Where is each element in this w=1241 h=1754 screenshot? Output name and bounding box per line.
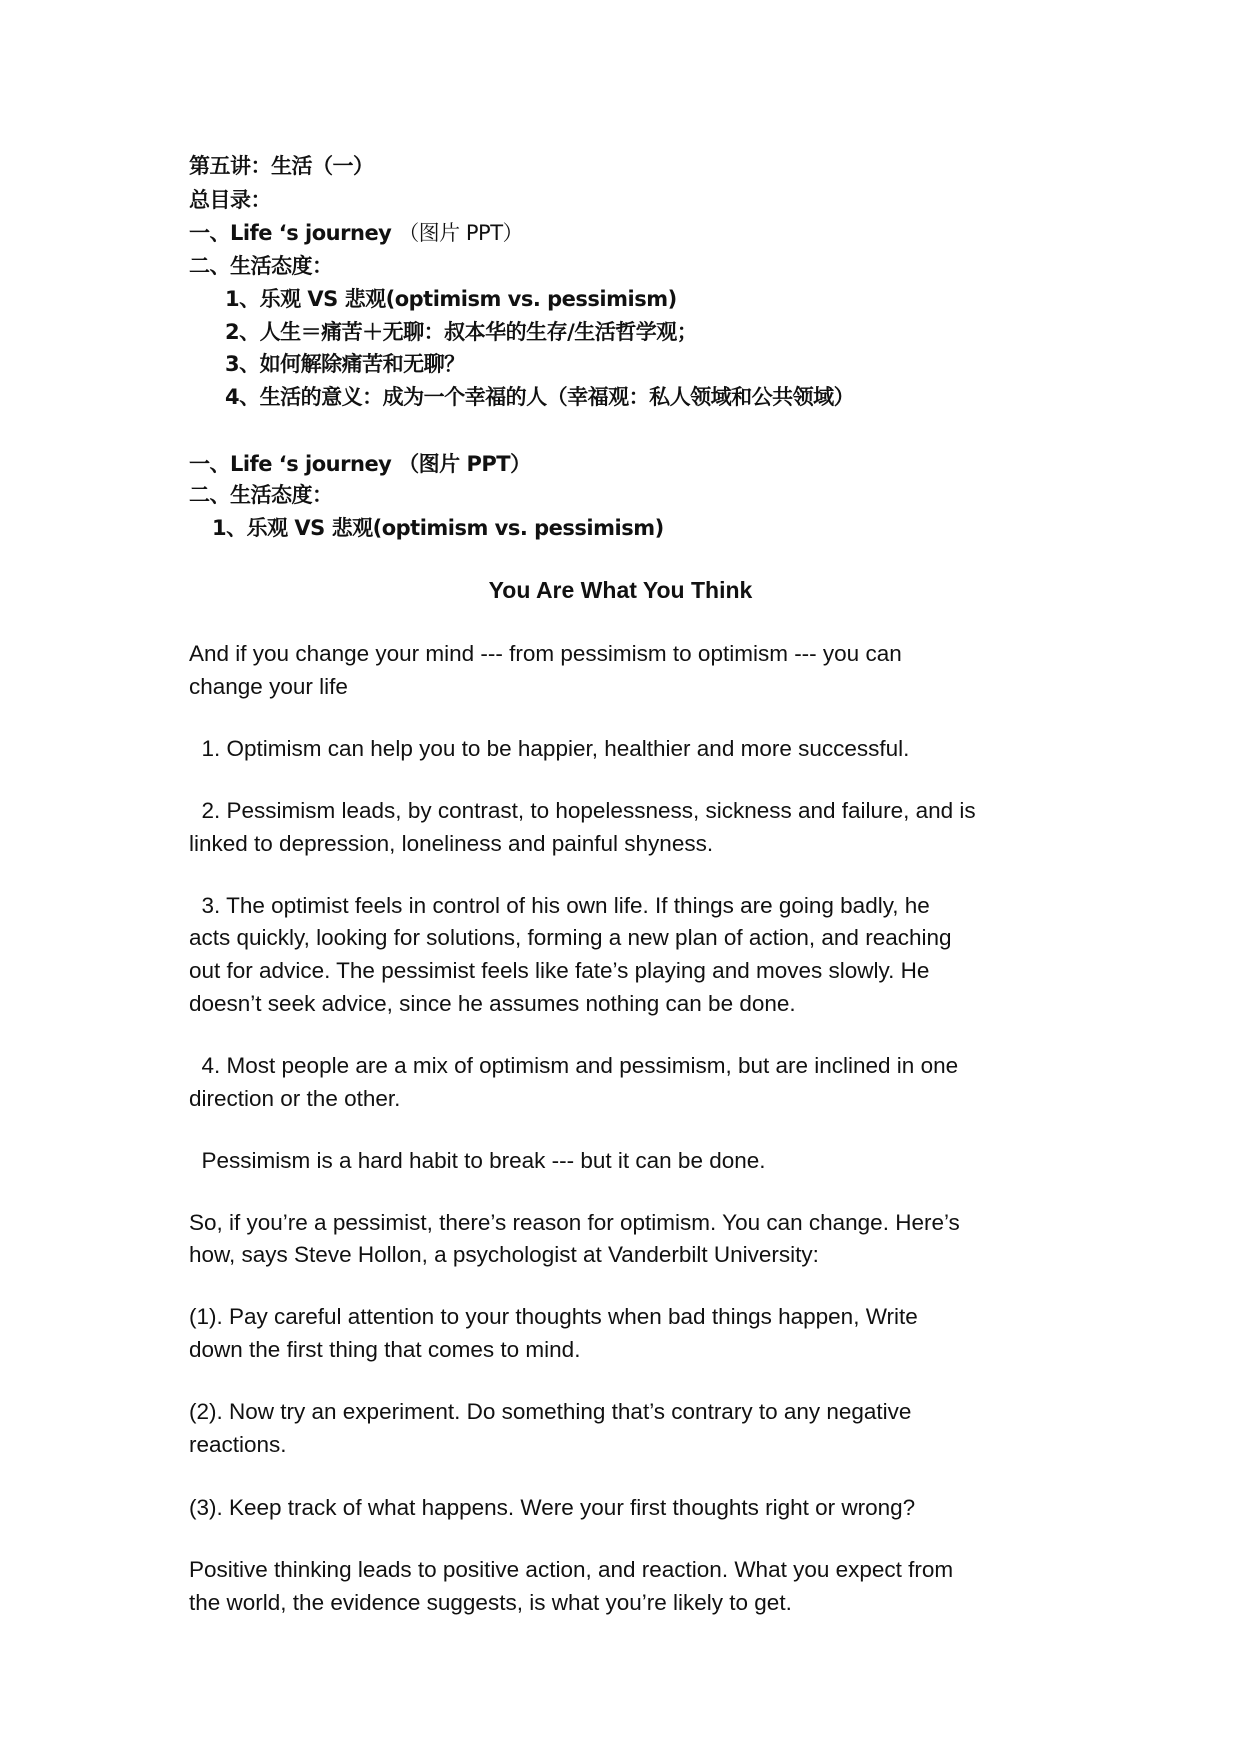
article-line: acts quickly, looking for solutions, forming a new plan of action, and reaching [189,925,952,950]
article-line: how, says Steve Hollon, a psychologist at Vanderbilt University: [189,1242,819,1267]
article-line: doesn’t seek advice, since he assumes nothing can be done. [189,991,796,1016]
article-line: (3). Keep track of what happens. Were your first thoughts right or wrong? [189,1495,916,1520]
toc-subitem-4: 4、生活的意义：成为一个幸福的人（幸福观：私人领域和公共领域） [225,385,855,409]
article-line: 4. Most people are a mix of optimism and pessimism, but are inclined in one [189,1053,959,1078]
article-line: Positive thinking leads to positive action, and reaction. What you expect from [189,1557,954,1582]
toc-item-1-note: （图片 PPT） [398,221,524,245]
toc-subitem-1: 1、乐观 VS 悲观(optimism vs. pessimism) [225,287,677,311]
article-line: down the first thing that comes to mind. [189,1337,581,1362]
article-line: the world, the evidence suggests, is what you’re likely to get. [189,1590,792,1615]
toc-subitem-2: 2、人生＝痛苦＋无聊：叔本华的生存/生活哲学观； [225,320,698,344]
article-line: 2. Pessimism leads, by contrast, to hopelessness, sickness and failure, and is [189,798,976,823]
toc-item-1 [189,217,523,250]
article-line: (1). Pay careful attention to your thoughts when bad things happen, Write [189,1304,918,1329]
article-line: linked to depression, loneliness and painful shyness. [189,831,714,856]
article-line: Pessimism is a hard habit to break --- but it can be done. [189,1148,766,1173]
section-subheading: 1、乐观 VS 悲观(optimism vs. pessimism) [212,516,664,540]
section-heading-2: 二、生活态度： [189,483,333,507]
section-heading-1: 一、Life ‘s journey （图片 PPT） [189,452,531,476]
article-line: out for advice. The pessimist feels like fate’s playing and moves slowly. He [189,958,930,983]
toc-item-2: 二、生活态度： [189,254,333,278]
article-line: change your life [189,674,348,699]
toc-label: 总目录： [189,188,271,212]
article-title: You Are What You Think [488,577,753,603]
article-line: 3. The optimist feels in control of his own life. If things are going badly, he [189,893,930,918]
article-line: reactions. [189,1432,287,1457]
toc-item-1-title: 一、Life ‘s journey [189,221,392,245]
toc-subitem-3: 3、如何解除痛苦和无聊？ [225,352,465,376]
lecture-title: 第五讲：生活（一） [189,154,374,178]
article-line: direction or the other. [189,1086,401,1111]
article-line: 1. Optimism can help you to be happier, healthier and more successful. [189,736,910,761]
article-line: (2). Now try an experiment. Do something that’s contrary to any negative [189,1399,912,1424]
article-line: And if you change your mind --- from pessimism to optimism --- you can [189,641,902,666]
article-line: So, if you’re a pessimist, there’s reason for optimism. You can change. Here’s [189,1210,960,1235]
